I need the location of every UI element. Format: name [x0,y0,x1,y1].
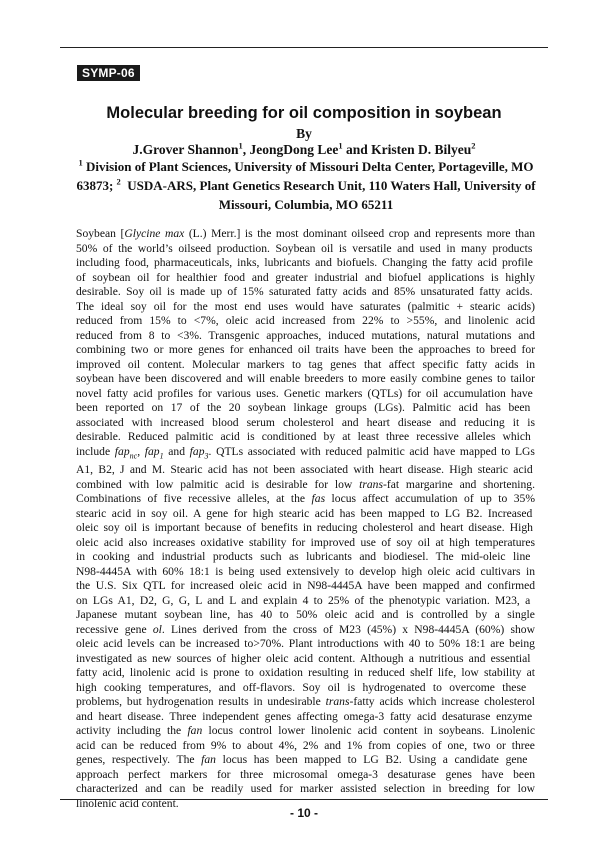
body-line: oleic acid levels can be increased to>70%. Plant introductions with 40 to 50% 18:1 are being [76,637,535,651]
top-rule [60,47,548,48]
paper-title: Molecular breeding for oil composition in soybean [106,104,502,122]
bottom-rule [60,799,548,800]
body-line: reduced from 8 to <3%. Transgenic approaches, induced mutations, natural mutations and [76,328,535,342]
body-line: desirable. Reduced palmitic acid is conditioned by at least three recessive alleles which [76,430,531,443]
by-line: By [296,126,312,141]
body-line: including food, pharmaceuticals, inks, lubricants and biofuels. Changing the fatty acid profile [76,256,533,269]
body-line: been reported on 17 of the 20 soybean linkage groups (LGs). Palmitic acid has been [76,401,531,414]
body-line: novel fatty acid profiles for various uses. Genetic markers (QTLs) for oil accumulation have [76,386,533,400]
body-line: high cooking temperatures, and off-flavors. Soy oil is hydrogenated to overcome these [76,680,527,694]
affiliation-2: USDA-ARS, Plant Genetics Research Unit, 110 Waters Hall, University of Missouri, Columbia, MO 65211 [127,178,536,212]
body-line: oleic acid also increases oxidative stability for improved use of soy oil at high temperatures [76,535,536,549]
body-line: activity including the fan locus control lower linolenic acid content in soybeans. Linolenic [76,724,535,738]
body-line: Soybean [Glycine max (L.) Merr.] is the most dominant oilseed crop and represents more than [76,227,536,240]
body-line: associated with increased blood serum cholesterol and heart disease and reducing it is [76,415,535,429]
body-line: improved oil content. Molecular markers to tag genes that affect specific fatty acids in [76,357,536,371]
body-line: the U.S. Six QTL for increased oleic acid in N98-4445A have been mapped and confirmed [76,579,536,593]
author-affiliation-mark: 1 [238,140,243,151]
body-line: reduced from 15% to <7%, oleic acid increased from 22% to >55%, and linolenic acid [76,314,536,327]
author-name: J.Grover Shannon [132,142,239,157]
body-line: and heart disease. Three independent genes affecting omega-3 fatty acid desaturase enzyme [76,709,533,723]
affiliation-mark: 1 [78,157,83,168]
body-line: stearic acid in soy oil. A gene for high stearic acid has been mapped to LG B2. Increased [76,506,533,520]
page-number: - 10 - [289,806,318,820]
body-line: combined with low palmitic acid is desirable for low trans-fat margarine and shortening. [76,477,535,491]
author-affiliation-mark: 1 [338,140,343,151]
author-name: JeongDong Lee [249,142,339,157]
body-line: acid can be reduced from 9% to about 4%, 2% and 1% from copies of one, two or three [76,738,535,752]
body-line: fatty acid, linolenic acid is prone to oxidation resulting in reduced shelf life, low stability at [76,666,535,680]
body-line: Combinations of five recessive alleles, at the fas locus affect accumulation of up to 35% [76,492,535,506]
body-line: soybean have been discovered and will enable breeders to more easily combine genes to tailor [76,372,535,385]
body-line: genes, respectively. The fan locus has been mapped to LG B2. Using a candidate gene [76,753,528,767]
body-line: The ideal soy oil for the most end uses would have saturates (palmitic + stearic acids) [76,299,536,313]
author-affiliation-mark: 2 [471,140,476,151]
body-line: investigated as new sources of higher oleic acid content. Although a nutritious and essential [76,651,531,665]
body-line: problems, but hydrogenation results in undesirable trans-fatty acids which increase cholesterol [76,695,535,709]
body-line: combining two or more genes for enhanced oil traits have been the approaches to breed for [76,343,536,356]
body-line: of soybean oil for healthier food and greater industrial and biofuel applications is highly [76,270,536,284]
body-line: linolenic acid content. [76,796,179,810]
body-line: in cooking and industrial products such as lubricants and biodiesel. The mid-oleic line [76,550,531,564]
abstract-body [76,227,535,811]
body-line: desirable. Soy oil is made up of 15% saturated fatty acids and 85% unsaturated fatty acids. [76,285,533,298]
symposium-badge: SYMP-06 [77,65,140,81]
affiliation-1: Division of Plant Sciences, University of Missouri Delta Center, Portageville, MO 63873; [76,159,534,193]
body-line: characterized and can be readily used for marker assisted selection in breeding for low [76,782,536,796]
body-line: oleic soy oil is important because of benefits in reducing cholesterol and heart disease. High [76,521,533,535]
body-line: N98-4445A with 60% 18:1 is being used extensively to develop high oleic acid cultivars in [76,564,535,578]
author-separator: , [242,142,247,157]
body-line: approach perfect markers for three microsomal omega-3 desaturase genes have been [76,767,536,781]
body-line: A1, B2, J and M. Stearic acid has not been associated with heart disease. High stearic acid [76,463,533,477]
body-line: on LGs A1, D2, G, G, L and L and explain 4 to 25% of the phenotypic variation. M23, a [76,593,531,607]
affiliation-mark: 2 [116,176,121,187]
body-line: recessive gene ol. Lines derived from the cross of M23 (45%) x N98-4445A (60%) show [76,622,535,636]
body-line: include fap$_{nc}$, fap$_1$ and fap$_3$. QTLs associated with reduced palmitic acid have mapped to LGs [76,444,535,460]
author-conjunction: and [346,142,368,157]
author-name: Kristen D. Bilyeu [371,142,472,157]
body-line: Japanese mutant soybean line, has 40 to 50% oleic acid and is controlled by a single [76,608,535,622]
affiliations [76,157,536,214]
body-line: 50% of the world’s oilseed production. Soybean oil is versatile and used in many products [76,241,533,255]
